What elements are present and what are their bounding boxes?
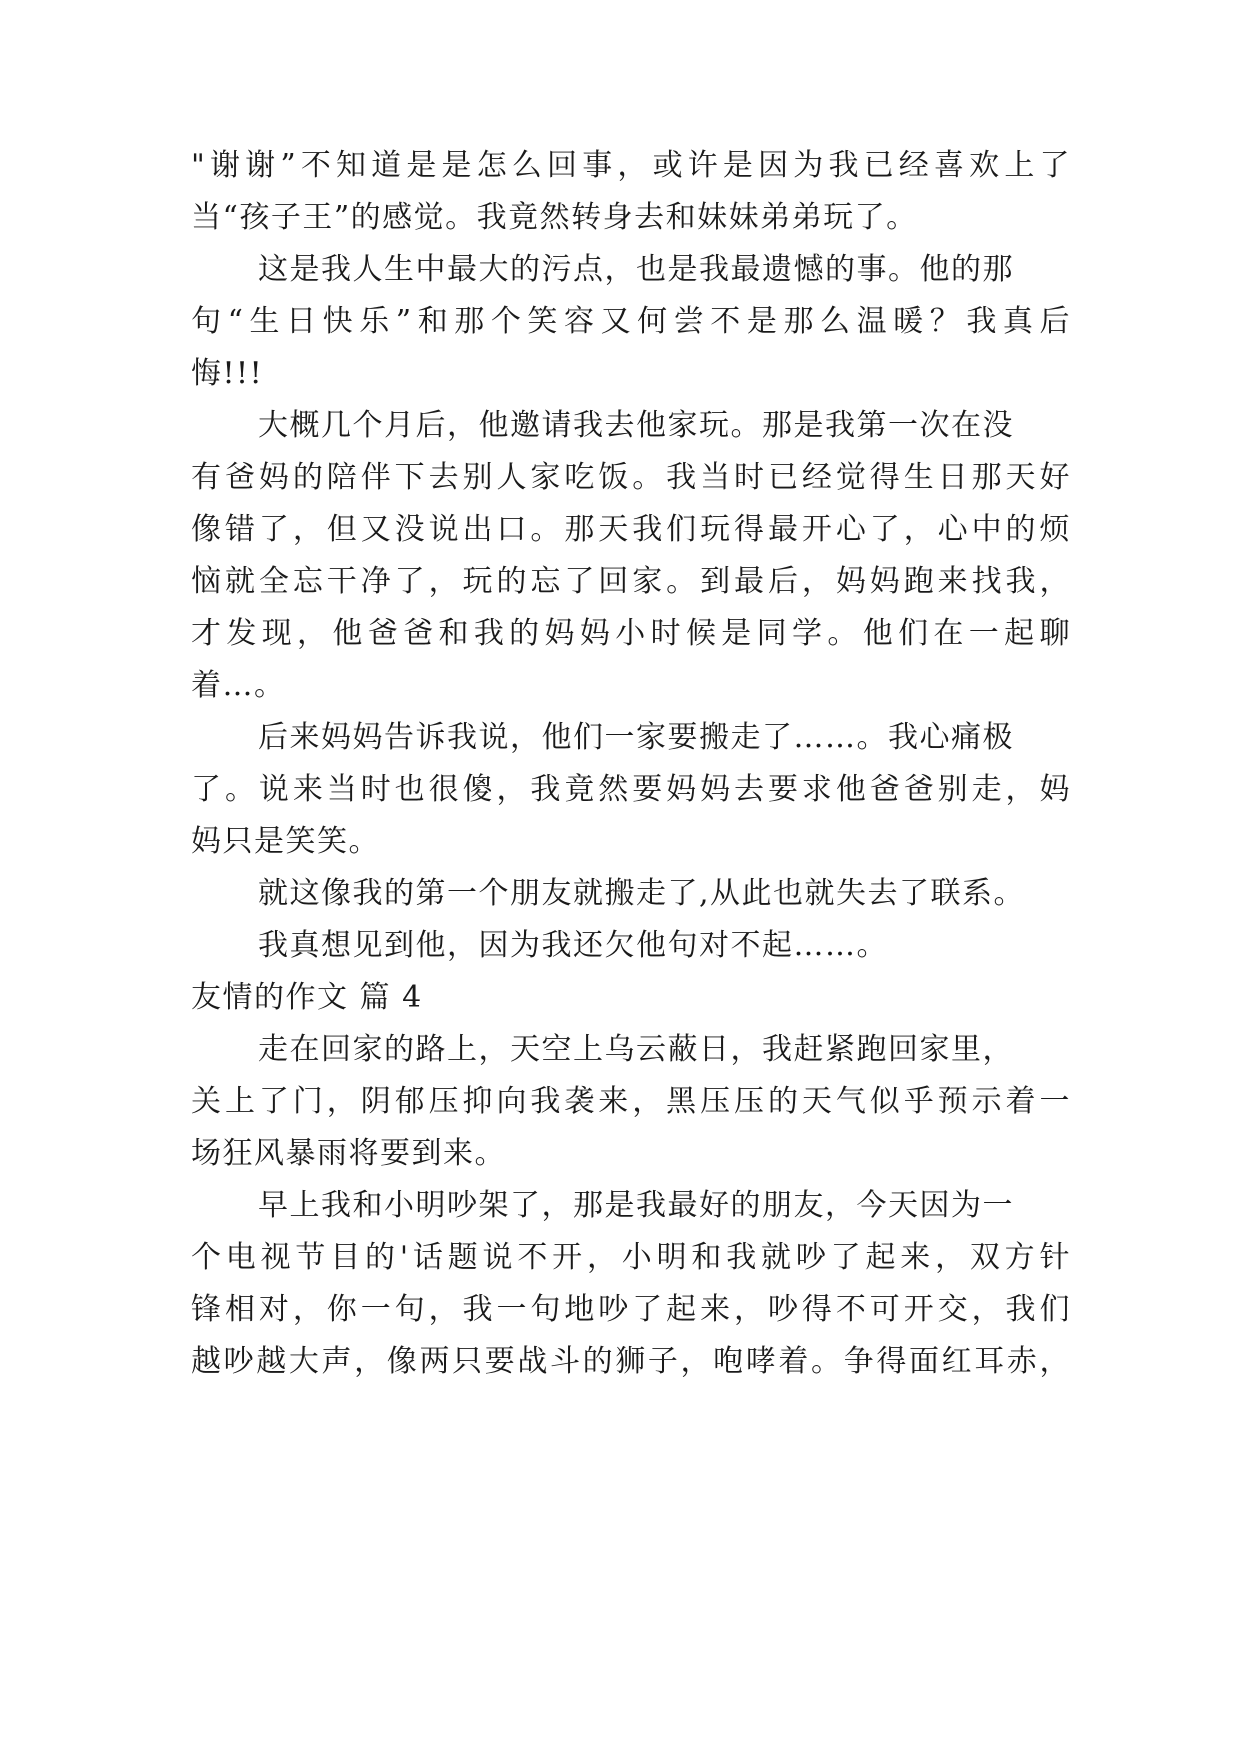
text-line: 恼就全忘干净了，玩的忘了回家。到最后，妈妈跑来找我，: [191, 564, 1071, 599]
text-line: 了。说来当时也很傻，我竟然要妈妈去要求他爸爸别走，妈: [191, 772, 1071, 807]
text-line: 有爸妈的陪伴下去别人家吃饭。我当时已经觉得生日那天好: [191, 460, 1071, 495]
section-heading: 友情的作文 篇 4: [191, 980, 423, 1015]
text-line: 才发现，他爸爸和我的妈妈小时候是同学。他们在一起聊: [191, 616, 1071, 651]
text-line: 句“生日快乐”和那个笑容又何尝不是那么温暖？我真后: [191, 304, 1071, 339]
text-line: 这是我人生中最大的污点，也是我最遗憾的事。他的那: [258, 252, 1014, 287]
text-line: 走在回家的路上，天空上乌云蔽日，我赶紧跑回家里，: [258, 1032, 1014, 1067]
text-line: 我真想见到他，因为我还欠他句对不起……。: [258, 928, 888, 963]
text-line: 妈只是笑笑。: [191, 824, 380, 859]
text-line: 像错了，但又没说出口。那天我们玩得最开心了，心中的烦: [191, 512, 1071, 547]
text-line: 大概几个月后，他邀请我去他家玩。那是我第一次在没: [258, 408, 1014, 443]
text-line: "谢谢”不知道是是怎么回事，或许是因为我已经喜欢上了: [191, 148, 1071, 183]
text-line: 后来妈妈告诉我说，他们一家要搬走了……。我心痛极: [258, 720, 1014, 755]
text-line: 场狂风暴雨将要到来。: [191, 1136, 506, 1171]
text-line: 锋相对，你一句，我一句地吵了起来，吵得不可开交，我们: [191, 1292, 1071, 1327]
text-line: 早上我和小明吵架了，那是我最好的朋友，今天因为一: [258, 1188, 1014, 1223]
text-line: 就这像我的第一个朋友就搬走了,从此也就失去了联系。: [258, 876, 1026, 911]
text-line: 当“孩子王”的感觉。我竟然转身去和妹妹弟弟玩了。: [191, 200, 918, 235]
text-line: 关上了门，阴郁压抑向我袭来，黑压压的天气似乎预示着一: [191, 1084, 1071, 1119]
text-line: 个电视节目的'话题说不开，小明和我就吵了起来，双方针: [191, 1240, 1071, 1275]
text-line: 悔!!!: [191, 356, 264, 391]
text-line: 越吵越大声，像两只要战斗的狮子，咆哮着。争得面红耳赤，: [191, 1344, 1071, 1379]
text-line: 着…。: [191, 668, 286, 703]
